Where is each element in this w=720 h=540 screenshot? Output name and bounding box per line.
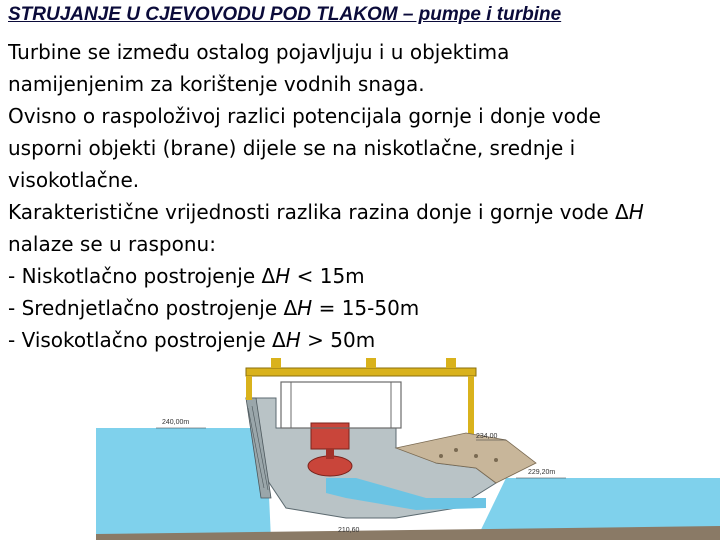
hydropower-plant-diagram	[96, 358, 720, 540]
text-line: Turbine se između ostalog pojavljuju i u objektima	[8, 40, 510, 64]
elevation-bottom: 210,60	[338, 527, 360, 534]
gantry-crane	[246, 368, 476, 376]
elevation-downstream: 229,20m	[528, 469, 556, 476]
elevation-upstream: 240,00m	[162, 419, 190, 426]
slide-body	[8, 36, 720, 358]
slide-title: STRUJANJE U CJEVOVODU POD TLAKOM – pumpe i turbine	[8, 4, 562, 25]
range-item-high: - Visokotlačno postrojenje ΔH > 50m	[8, 328, 376, 352]
text-line: namijenjenim za korištenje vodnih snaga.	[8, 72, 425, 96]
head-variable: H	[275, 264, 291, 288]
text-line: usporni objekti (brane) dijele se na niskotlačne, srednje i	[8, 136, 576, 160]
range-item-medium: - Srednjetlačno postrojenje ΔH = 15-50m	[8, 296, 420, 320]
delta-symbol: Δ	[283, 296, 298, 320]
head-variable: H	[628, 200, 644, 224]
upstream-water	[96, 428, 271, 540]
head-variable: H	[297, 296, 313, 320]
text-line: nalaze se u rasponu:	[8, 232, 216, 256]
text-line: Ovisno o raspoloživoj razlici potencijala gornje i donje vode	[8, 104, 601, 128]
elevation-right: 234,00	[476, 433, 498, 440]
text-line: Karakteristične vrijednosti razlika razina donje i gornje vode ΔH	[8, 200, 644, 224]
generator	[311, 423, 349, 449]
delta-symbol: Δ	[272, 328, 286, 352]
delta-symbol: Δ	[615, 200, 629, 224]
delta-symbol: Δ	[261, 264, 276, 288]
range-item-low: - Niskotlačno postrojenje ΔH < 15m	[8, 264, 365, 288]
head-variable: H	[285, 328, 301, 352]
text-line: visokotlačne.	[8, 168, 140, 192]
powerhouse-frame	[281, 382, 401, 428]
